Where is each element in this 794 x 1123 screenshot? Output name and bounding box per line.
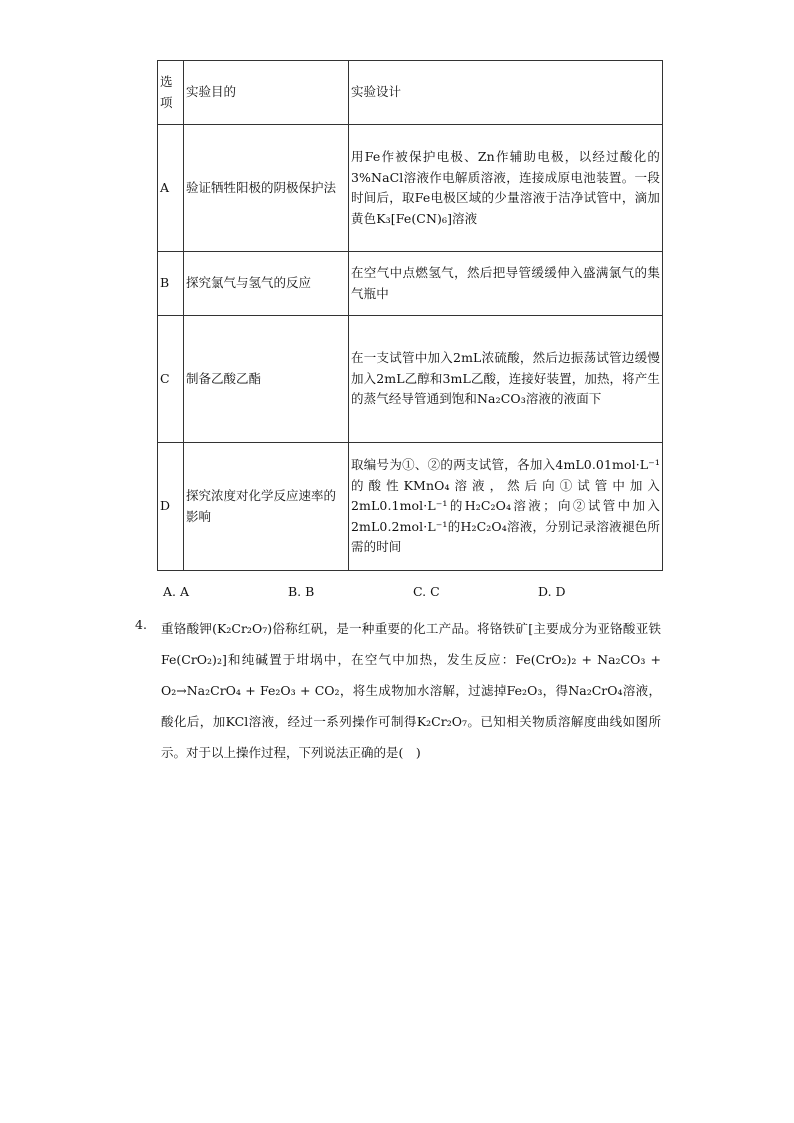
option-d[interactable]: D. D <box>538 584 566 599</box>
header-option: 选项 <box>158 61 184 125</box>
row-option: B <box>158 252 184 316</box>
row-purpose: 探究浓度对化学反应速率的影响 <box>184 443 349 571</box>
row-option: C <box>158 316 184 443</box>
row-design: 取编号为①、②的两支试管，各加入4mL0.01mol·L⁻¹的酸性KMnO₄溶液，然后向①试管中加入2mL0.1mol·L⁻¹的H₂C₂O₄溶液；向②试管中加入2mL0.2mol·L⁻¹的H₂C₂O₄溶液，分别记录溶液褪色所需的时间 <box>349 443 663 571</box>
row-design: 用Fe作被保护电极、Zn作辅助电极，以经过酸化的3%NaCl溶液作电解质溶液，连接成原电池装置。一段时间后，取Fe电极区域的少量溶液于洁净试管中，滴加黄色K₃[Fe(CN)₆]溶液 <box>349 125 663 252</box>
experiment-table <box>157 60 663 571</box>
row-purpose: 验证牺牲阳极的阴极保护法 <box>184 125 349 252</box>
row-purpose: 探究氯气与氢气的反应 <box>184 252 349 316</box>
table-header-row <box>158 61 663 125</box>
table-row <box>158 252 663 316</box>
header-purpose: 实验目的 <box>184 61 349 125</box>
option-b[interactable]: B. B <box>288 584 315 599</box>
header-design: 实验设计 <box>349 61 663 125</box>
question-text: 重铬酸钾(K₂Cr₂O₇)俗称红矾，是一种重要的化工产品。将铬铁矿[主要成分为亚铬酸亚铁Fe(CrO₂)₂]和纯碱置于坩埚中，在空气中加热，发生反应：Fe(CrO₂)₂ + Na₂CO₃ + O₂→Na₂CrO₄ + Fe₂O₃ + CO₂，将生成物加水溶解，过滤掉Fe₂O₃，得Na₂CrO₄溶液，酸化后，加KCl溶液，经过一系列操作可制得K₂Cr₂O₇。已知相关物质溶解度曲线如图所示。对于以上操作过程，下列说法正确的是( ) <box>161 621 661 760</box>
table-row <box>158 125 663 252</box>
row-option: D <box>158 443 184 571</box>
table-row <box>158 316 663 443</box>
table-row <box>158 443 663 571</box>
row-design: 在一支试管中加入2mL浓硫酸，然后边振荡试管边缓慢加入2mL乙醇和3mL乙酸，连接好装置，加热，将产生的蒸气经导管通到饱和Na₂CO₃溶液的液面下 <box>349 316 663 443</box>
option-a[interactable]: A. A <box>163 584 190 599</box>
option-c[interactable]: C. C <box>413 584 440 599</box>
row-design: 在空气中点燃氢气，然后把导管缓缓伸入盛满氯气的集气瓶中 <box>349 252 663 316</box>
row-purpose: 制备乙酸乙酯 <box>184 316 349 443</box>
answer-options <box>163 584 663 599</box>
row-option: A <box>158 125 184 252</box>
question-number: 4. <box>135 617 147 632</box>
